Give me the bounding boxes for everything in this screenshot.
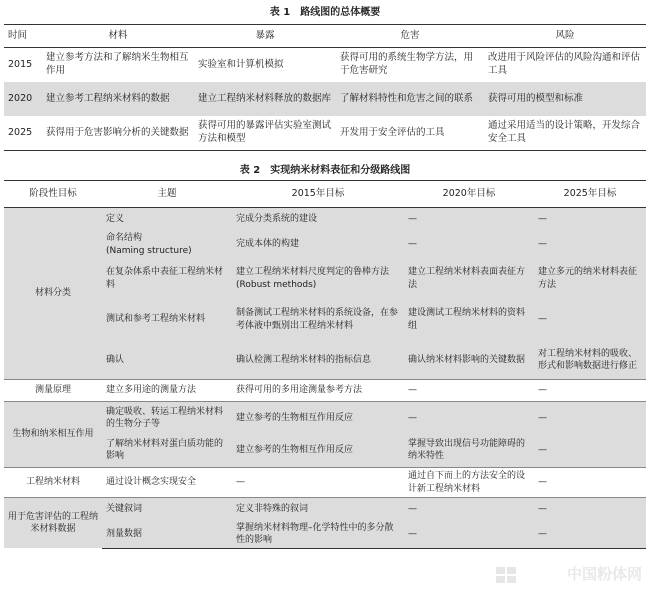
goal-2015-cell: 获得可用的多用途测量参考方法 (232, 380, 404, 402)
topic-cell: 了解纳米材料对蛋白质功能的影响 (102, 434, 232, 468)
year-cell: 2025 (4, 116, 42, 151)
table2-row (4, 468, 646, 498)
goal-2015-cell: 掌握纳米材料物理–化学特性中的多分散性的影响 (232, 520, 404, 549)
topic-cell: 命名结构 (Naming structure) (102, 230, 232, 260)
table1-header-row (4, 25, 646, 48)
goal-2015-cell: 确认检测工程纳米材料的指标信息 (232, 342, 404, 380)
goal-2015-cell: 建立参考的生物相互作用反应 (232, 434, 404, 468)
goal-2025-cell: 建立多元的纳米材料表征方法 (534, 260, 646, 298)
watermark-logo-icon (494, 564, 518, 586)
goal-2025-cell: — (534, 402, 646, 434)
topic-cell: 定义 (102, 208, 232, 230)
milestone-category-cell: 测量原理 (4, 380, 102, 402)
table1-cell: 获得用于危害影响分析的关键数据 (42, 116, 194, 151)
goal-2015-cell: 定义非特殊的叙词 (232, 498, 404, 520)
table1-row (4, 116, 646, 151)
table1-cell: 建立工程纳米材料释放的数据库 (194, 82, 336, 116)
goal-2025-cell: — (534, 298, 646, 342)
table1-caption: 表 1 路线图的总体概要 (269, 7, 381, 18)
goal-2025-cell: 对工程纳米材料的吸收、形式和影响数据进行修正 (534, 342, 646, 380)
goal-2015-cell: — (232, 468, 404, 498)
table2-row (4, 380, 646, 402)
goal-2015-cell: 完成本体的构建 (232, 230, 404, 260)
col-header-risk: 风险 (484, 25, 646, 48)
goal-2020-cell: — (404, 380, 534, 402)
goal-2015-cell: 建立工程纳米材料尺度判定的鲁棒方法(Robust methods) (232, 260, 404, 298)
year-cell: 2015 (8, 58, 33, 70)
year-cell: 2020 (4, 82, 42, 116)
goal-2025-cell: — (534, 380, 646, 402)
goal-2020-cell: — (404, 498, 534, 520)
goal-2015-cell: 完成分类系统的建设 (232, 208, 404, 230)
table1-cell: 建立参考方法和了解纳米生物相互作用 (46, 52, 189, 76)
goal-2020-cell: — (404, 208, 534, 230)
goal-2025-cell: — (534, 498, 646, 520)
table2-row (4, 402, 646, 434)
characterization-roadmap-table (4, 180, 646, 549)
col-header-topic: 主题 (102, 181, 232, 208)
goal-2025-cell: — (534, 230, 646, 260)
milestone-category-cell: 生物和纳米相互作用 (4, 402, 102, 468)
goal-2015-cell: 建立参考的生物相互作用反应 (232, 402, 404, 434)
table1-cell: 改进用于风险评估的风险沟通和评估工具 (488, 52, 641, 76)
topic-cell: 剂量数据 (102, 520, 232, 549)
col-header-2015: 2015年目标 (232, 181, 404, 208)
topic-cell: 通过设计概念实现安全 (102, 468, 232, 498)
table1-row (4, 48, 646, 83)
roadmap-overview-table (4, 24, 646, 151)
col-header-material: 材料 (42, 25, 194, 48)
table2-header-row (4, 181, 646, 208)
goal-2020-cell: 建立工程纳米材料表面表征方法 (404, 260, 534, 298)
milestone-category-cell: 工程纳米材料 (4, 468, 102, 498)
col-header-2020: 2020年目标 (404, 181, 534, 208)
goal-2020-cell: 确认纳米材料影响的关键数据 (404, 342, 534, 380)
table1-cell: 建立参考工程纳米材料的数据 (42, 82, 194, 116)
table1-row (4, 82, 646, 116)
milestone-category-cell: 用于危害评估的工程纳米材料数据 (4, 498, 102, 549)
goal-2020-cell: — (404, 230, 534, 260)
watermark-text: 中国粉体网 (566, 564, 642, 583)
col-header-milestone: 阶段性目标 (4, 181, 102, 208)
goal-2025-cell: — (534, 208, 646, 230)
goal-2020-cell: 通过自下而上的方法安全的设计新工程纳米材料 (404, 468, 534, 498)
topic-cell: 建立多用途的测量方法 (102, 380, 232, 402)
goal-2015-cell: 制备测试工程纳米材料的系统设备，在参考体液中甄别出工程纳米材料 (232, 298, 404, 342)
col-header-exposure: 暴露 (194, 25, 336, 48)
table1-cell: 了解材料特性和危害之间的联系 (336, 82, 484, 116)
table2-row (4, 208, 646, 230)
col-header-hazard: 危害 (336, 25, 484, 48)
goal-2020-cell: — (404, 402, 534, 434)
goal-2020-cell: — (404, 520, 534, 549)
topic-cell: 确定吸收、转运工程纳米材料的生物分子等 (102, 402, 232, 434)
table1-cell: 实验室和计算机模拟 (198, 58, 284, 70)
topic-cell: 关键叙词 (102, 498, 232, 520)
col-header-time: 时间 (4, 25, 42, 48)
table1-cell: 获得可用的暴露评估实验室测试方法和模型 (194, 116, 336, 151)
table1-cell: 开发用于安全评估的工具 (336, 116, 484, 151)
topic-cell: 测试和参考工程纳米材料 (102, 298, 232, 342)
goal-2025-cell: — (534, 468, 646, 498)
table2-row (4, 498, 646, 520)
table1-cell: 获得可用的模型和标准 (484, 82, 646, 116)
table2-caption: 表 2 实现纳米材料表征和分级路线图 (239, 165, 411, 176)
goal-2020-cell: 掌握导致出现信号功能障碍的纳米特性 (404, 434, 534, 468)
milestone-category-cell: 材料分类 (4, 208, 102, 380)
topic-cell: 确认 (102, 342, 232, 380)
table1-cell: 获得可用的系统生物学方法，用于危害研究 (340, 52, 474, 76)
goal-2025-cell: — (534, 434, 646, 468)
topic-cell: 在复杂体系中表征工程纳米材料 (102, 260, 232, 298)
goal-2020-cell: 建设测试工程纳米材料的资料组 (404, 298, 534, 342)
goal-2025-cell: — (534, 520, 646, 549)
col-header-2025: 2025年目标 (534, 181, 646, 208)
table1-cell: 通过采用适当的设计策略，开发综合安全工具 (484, 116, 646, 151)
